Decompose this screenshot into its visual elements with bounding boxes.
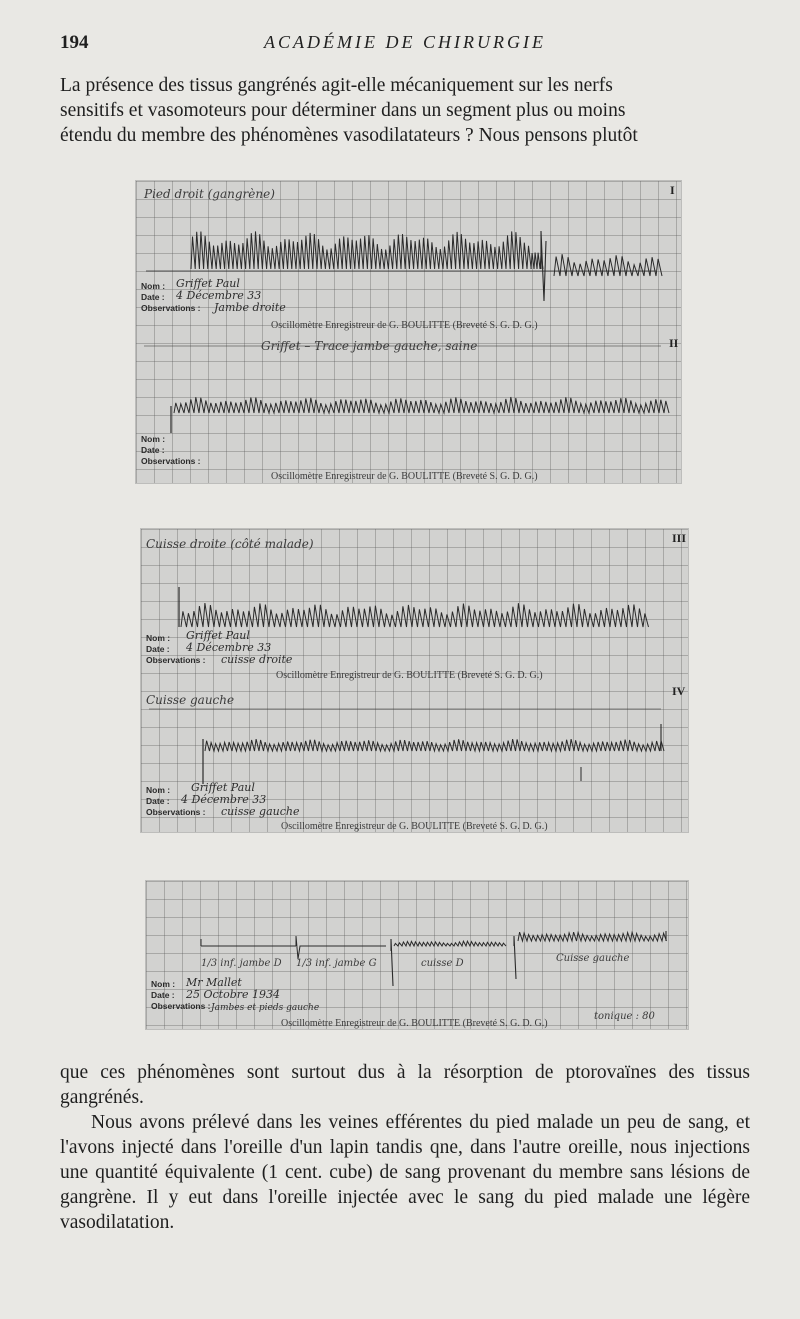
form-label-date: Date :: [146, 644, 170, 654]
form-label-nom: Nom :: [146, 633, 171, 643]
pulse-trace: [554, 254, 662, 276]
form-label-observations: Observations :: [141, 303, 201, 313]
imprint-label: Oscillomètre Enregistreur de G. BOULITTE (Breveté S. G. D. G.): [281, 1018, 548, 1029]
form-label-nom: Nom :: [151, 979, 176, 989]
form-label-nom: Nom :: [146, 785, 171, 795]
imprint-label: Oscillomètre Enregistreur de G. BOULITTE (Breveté S. G. D. G.): [271, 320, 538, 331]
form-label-date: Date :: [151, 990, 175, 1000]
figure-label: IV: [672, 684, 686, 698]
form-value-observations: cuisse droite: [221, 653, 293, 666]
handwritten-annotation: Cuisse gauche: [556, 953, 630, 964]
oscillogram-traces-1: [136, 181, 681, 483]
pulse-trace: [541, 231, 546, 301]
imprint-label: Oscillomètre Enregistreur de G. BOULITTE (Breveté S. G. D. G.): [276, 670, 543, 681]
handwritten-annotation: tonique : 80: [594, 1011, 655, 1022]
form-label-observations: Observations :: [146, 807, 206, 817]
pulse-trace: [181, 603, 649, 627]
imprint-label: Oscillomètre Enregistreur de G. BOULITTE (Breveté S. G. D. G.): [281, 821, 548, 832]
handwritten-note: Pied droit (gangrène): [144, 187, 275, 201]
form-value-nom: Griffet Paul: [186, 629, 250, 642]
handwritten-note: Cuisse gauche: [146, 693, 235, 707]
text-line: sensitifs et vasomoteurs pour déterminer dans un segment plus ou moins: [60, 100, 626, 121]
form-value-nom: Griffet Paul: [191, 781, 255, 794]
imprint-label: Oscillomètre Enregistreur de G. BOULITTE (Breveté S. G. D. G.): [271, 471, 538, 482]
handwritten-note: Griffet – Trace jambe gauche, saine: [261, 339, 478, 353]
form-value-nom: Mr Mallet: [186, 976, 242, 989]
form-label-observations: Observations :: [146, 655, 206, 665]
form-label-date: Date :: [141, 292, 165, 302]
form-label-observations: Observations :: [141, 456, 201, 466]
pulse-trace: [391, 939, 393, 986]
figure-label: III: [672, 531, 687, 545]
form-label-nom: Nom :: [141, 281, 166, 291]
pulse-trace: [205, 739, 664, 751]
text-line: étendu du membre des phénomènes vasodilatateurs ? Nous pensons plutôt: [60, 125, 638, 146]
paragraph-experiment: Nous avons prélevé dans les veines efférentes du pied malade un peu de sang, et l'avons injecté dans l'oreille d'un lapin tandis qne, dans l'autre oreille, nous injections une quantité équivalente (1 cent. cube) de sang provenant du membre sans lésions de gangrène. Il y eut dans l'oreille injectée avec le sang du pied malade une légère vasodilatation.: [60, 1112, 750, 1233]
pulse-trace: [174, 397, 669, 413]
pulse-trace: [191, 231, 531, 269]
paragraph-continuation: que ces phénomènes sont surtout dus à la résorption de ptorovaïnes des tissus gangrénés.: [60, 1062, 750, 1108]
oscillogram-plate-1: [135, 180, 682, 484]
form-value-observations: Jambes et pieds gauche: [211, 1003, 320, 1013]
page-number: 194: [60, 32, 89, 53]
form-label-nom: Nom :: [141, 434, 166, 444]
pulse-trace: [514, 936, 516, 979]
running-title: ACADÉMIE DE CHIRURGIE: [264, 32, 546, 52]
form-value-date: 4 Décembre 33: [186, 641, 272, 654]
form-label-date: Date :: [141, 445, 165, 455]
handwritten-annotation: cuisse D: [421, 958, 464, 969]
form-value-observations: Jambe droite: [214, 301, 286, 314]
page-header: [60, 32, 750, 56]
handwritten-annotation: 1/3 inf. jambe D: [201, 958, 282, 969]
form-value-date: 4 Décembre 33: [176, 289, 262, 302]
form-label-observations: Observations :: [151, 1001, 211, 1011]
form-value-date: 4 Décembre 33: [181, 793, 267, 806]
form-value-nom: Griffet Paul: [176, 277, 240, 290]
text-line: La présence des tissus gangrénés agit-elle mécaniquement sur les nerfs: [60, 75, 613, 96]
pulse-trace: [518, 932, 667, 941]
pulse-trace: [394, 941, 506, 946]
figure-label: I: [670, 183, 675, 197]
form-label-date: Date :: [146, 796, 170, 806]
pulse-trace: [296, 936, 386, 959]
handwritten-note: Cuisse droite (côté malade): [146, 537, 314, 551]
oscillogram-plate-2: [140, 528, 689, 833]
form-value-observations: cuisse gauche: [221, 805, 300, 818]
form-value-date: 25 Octobre 1934: [186, 988, 281, 1001]
figure-label: II: [669, 336, 679, 350]
handwritten-annotation: 1/3 inf. jambe G: [296, 958, 377, 969]
oscillogram-plate-3: [145, 880, 689, 1030]
